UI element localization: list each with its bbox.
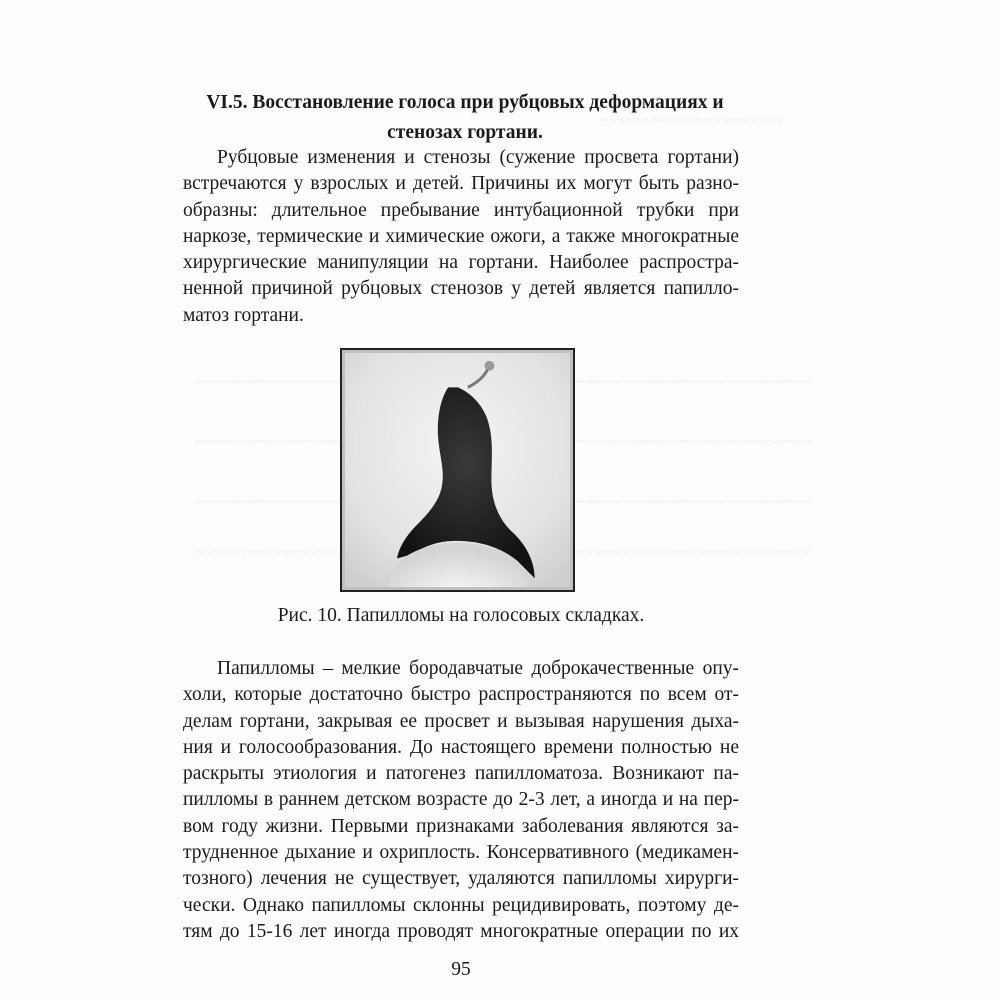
text-line: тям до 15-16 лет иногда проводят многократные операции по их [183,920,739,942]
paragraph-intro [183,145,739,329]
figure-papillomas-image [340,348,575,592]
text-line: чески. Однако папилломы склонны рецидивировать, поэтому де- [183,894,739,916]
paragraph-papillomas [183,656,739,945]
text-line: встречаются у взрослых и детей. Причины их могут быть разно- [183,173,739,195]
text-line: пилломы в раннем детском возрасте до 2-3 лет, а иногда и на пер- [183,789,739,811]
text-line: трудненное дыхание и охриплость. Консервативного (медикамен- [183,842,739,864]
text-line: образны: длительное пребывание интубационной трубки при [183,199,739,221]
text-line: хирургические манипуляции на гортани. Наиболее распростра- [183,252,739,274]
text-line: ния и голосообразования. До настоящего времени полностью не [183,736,739,758]
section-heading-line-1: VI.5. Восстановление голоса при рубцовых деформациях и [206,92,724,113]
page-number: 95 [451,959,471,980]
figure-caption: Рис. 10. Папилломы на голосовых складках. [277,605,645,626]
text-line: наркозе, термические и химические ожоги, а также многократные [183,225,739,247]
section-heading [178,88,752,148]
text-line: Рубцовые изменения и стенозы (сужение просвета гортани) [217,147,739,168]
section-heading-line-2: стенозах гортани. [387,122,543,143]
text-line: раскрыты этиология и патогенез папилломатоза. Возникают па- [183,763,739,785]
larynx-endoscopy-illustration [342,350,573,590]
text-line: делам гортани, закрывая ее просвет и вызывая нарушения дыха- [183,710,739,732]
text-line: ненной причиной рубцовых стенозов у детей является папилло- [183,278,739,300]
text-line: Папилломы – мелкие бородавчатые доброкачественные опу- [217,658,739,679]
text-line: матоз гортани. [183,304,304,326]
text-line: холи, которые достаточно быстро распространяются по всем от- [183,684,739,706]
text-line: вом году жизни. Первыми признаками заболевания являются за- [183,815,739,837]
text-line: тозного) лечения не существует, удаляются папилломы хирурги- [183,868,739,890]
show-through-texture: ~~~~~~~~~~~~~~~~~~~~~ [600,112,782,129]
